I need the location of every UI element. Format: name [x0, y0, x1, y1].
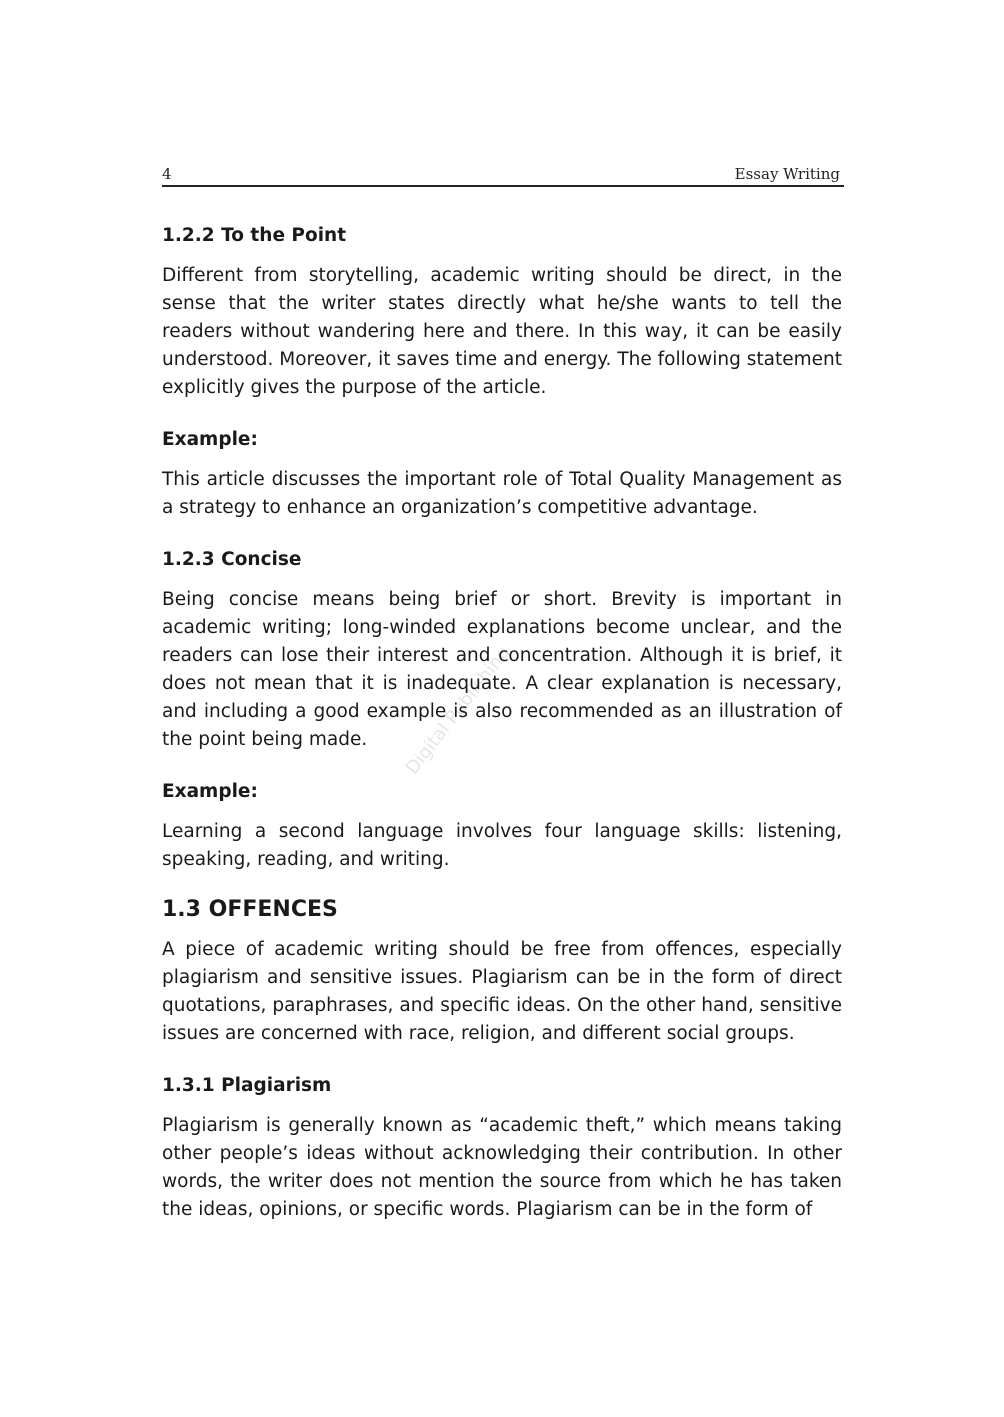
example-text-to-the-point: This article discusses the important role of Total Quality Management as a strategy to enhance an organization’s competitive advantage. — [162, 469, 842, 518]
section-heading-offences: 1.3 OFFENCES — [162, 897, 338, 922]
example-text-concise: Learning a second language involves four language skills: listening, speaking, reading, and writing. — [162, 821, 842, 870]
paragraph-to-the-point: Different from storytelling, academic writing should be direct, in the sense that the writer states directly what he/she wants to tell the readers without wandering here and there. In this way, it can be easily understood. Moreover, it saves time and energy. The following statement explicitly gives the purpose of the article. — [162, 265, 842, 398]
page-body — [162, 222, 842, 1248]
section-heading-plagiarism: 1.3.1 Plagiarism — [162, 1075, 332, 1096]
paragraph-concise: Being concise means being brief or short. Brevity is important in academic writing; long-winded explanations become unclear, and the readers can lose their interest and concentration. Although it is brief, it does not mean that it is inadequate. A clear explanation is necessary, and including a good example is also recommended as an illustration of the point being made. — [162, 589, 842, 750]
example-label: Example: — [162, 781, 258, 802]
section-heading-concise: 1.2.3 Concise — [162, 549, 302, 570]
paragraph-plagiarism: Plagiarism is generally known as “academic theft,” which means taking other people’s ideas without acknowledging their contribution. In other words, the writer does not mention the source from which he has taken the ideas, opinions, or specific words. Plagiarism can be in the form of — [162, 1115, 842, 1220]
example-label: Example: — [162, 429, 258, 450]
page-header — [162, 163, 844, 187]
paragraph-offences: A piece of academic writing should be free from offences, especially plagiarism and sensitive issues. Plagiarism can be in the form of direct quotations, paraphrases, and specific ideas. On the other hand, sensitive issues are concerned with race, religion, and different social groups. — [162, 939, 842, 1044]
watermark: Digital Publishing — [401, 642, 515, 779]
running-title: Essay Writing — [734, 165, 840, 183]
section-heading-to-the-point: 1.2.2 To the Point — [162, 225, 347, 246]
page-number: 4 — [162, 165, 172, 183]
